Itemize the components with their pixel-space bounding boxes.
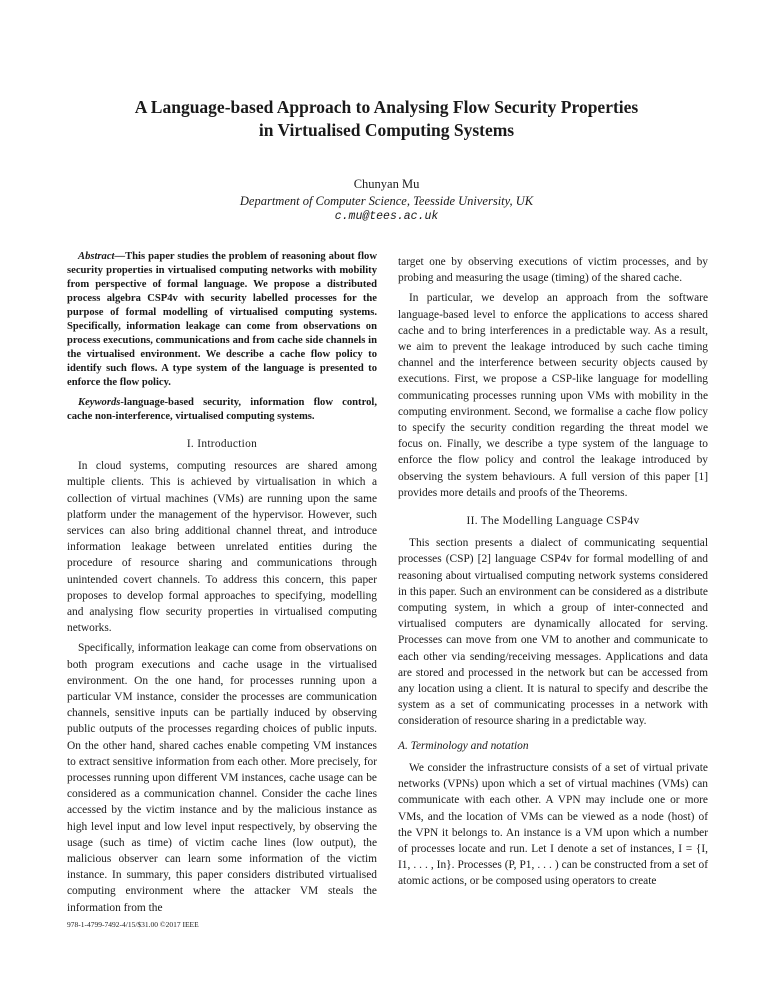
author-block <box>60 176 713 226</box>
keywords-text: -language-based security, information flow control, cache non-interference, virtualised computing systems. <box>67 397 377 422</box>
section-heading-modelling-language: II. The Modelling Language CSP4v <box>466 515 640 528</box>
terminology-paragraph-1: We consider the infrastructure consists of a set of virtual private networks (VPNs) upon which a set of virtual machines (VMs) can communicate with each other. A VPN may include one or more VMs, and the location of VMs can be viewed as a node (host) of the VPN it belongs to. An instance is a VM upon which a number of processes locate and run. Let I denote a set of instances, I = {I, I1, . . . , In}. Processes (P, P1, . . . ) can be constructed from a set of atomic actions, or be composed using operators to create <box>398 761 708 888</box>
intro-paragraph-3: In particular, we develop an approach from the software language-based level to enforce the applications to access shared cache and to bring interferences in a predictable way. As a result, we aim to prevent the leakage introduced by such cache timing channel and the interference between security objects caused by executions. First, we propose a CSP-like language for modelling communicating processes running upon VMs with mobility in the computing environment. Second, we formalise a cache flow policy to specify the security condition regarding the threat model we focus on. Finally, we describe a type system of the language to enforce the flow policy and control the leakage introduced by observing the system behaviours. A full version of this paper [1] provides more details and proofs of the Theorems. <box>398 292 708 499</box>
abstract <box>67 250 377 390</box>
intro-paragraph-1: In cloud systems, computing resources are shared among multiple clients. This is achieved by virtualisation in which a collection of virtual machines (VMs) are running upon the same platform under the management of the hypervisor. However, such services can also bring additional channel threat, and introduce information leakage between unrelated entities during the procedure of resource sharing and communications through unintended covert channels. To address this concern, this paper proposes to develop formal approaches to specifying, modelling and analysing flow security properties in virtualised computing networks. <box>67 460 377 635</box>
author-email: c.mu@tees.ac.uk <box>334 210 439 223</box>
abstract-text: —This paper studies the problem of reasoning about flow security properties in virtualised computing networks with mobility from perspective of formal language. We propose a distributed process algebra CSP4v with security labelled processes for the purpose of formal modelling of virtualised computing systems. Specifically, information leakage can come from observations on process executions, communications and from cache side channels in the virtualised environment. We describe a cache flow policy to identify such flows. A type system of the language is presented to enforce the flow policy. <box>67 251 377 388</box>
title-line-1: A Language-based Approach to Analysing Flow Security Properties <box>134 97 639 117</box>
intro-paragraph-2: Specifically, information leakage can come from observations on both program executions and cache usage in the virtualised environment. On the one hand, for processes running upon a particular VM instance, consider the processes are communication channels, sensitive inputs can be partially induced by observing public outputs of the processes regarding choices of public inputs. On the other hand, shared caches enable competing VM instances to extract sensitive information from each other. More precisely, for processes running upon different VM instances, cache usage can be considered as a communication channel. Consider the cache lines accessed by the victim instance and by the malicious instance as high level input and low level input respectively, by observing the usage (such as time) of victim cache lines (low output), the malicious observer can learn some information of the victim instance. In summary, this paper considers distributed virtualised computing environment where the attacker VM steals the information from the <box>67 642 377 914</box>
modelling-paragraph-1: This section presents a dialect of communicating sequential processes (CSP) [2] language CSP4v for formal modelling of and reasoning about virtualised computing network systems considered in this paper. Such an environment can be considered as a distribute computing system, in which a group of inter-connected and virtualised computers are dynamically allocated for serving. Processes can move from one VM to another and communicate to each other via sending/receiving messages. Applications and data are stored and processed in the network but can be accessed from any location using a client. It is natural to specify and describe the system as a set of communicating processes in a network with consideration of resource sharing in a predictable way. <box>398 537 708 728</box>
left-column <box>67 250 377 920</box>
subsection-heading-terminology: A. Terminology and notation <box>398 739 529 752</box>
author-affiliation: Department of Computer Science, Teesside University, UK <box>239 193 534 208</box>
paper-title <box>60 96 713 142</box>
abstract-label: Abstract <box>78 251 115 262</box>
intro-paragraph-2-continued: target one by observing executions of victim processes, and by probing and measuring the usage (timing) of the shared cache. <box>398 256 708 285</box>
copyright-footer: 978-1-4799-7492-4/15/$31.00 ©2017 IEEE <box>67 920 199 929</box>
keywords-label: Keywords <box>78 397 121 408</box>
title-line-2: in Virtualised Computing Systems <box>258 120 515 140</box>
author-name: Chunyan Mu <box>353 177 420 191</box>
section-heading-introduction: I. Introduction <box>186 438 258 450</box>
right-column <box>398 254 708 894</box>
keywords <box>67 396 377 424</box>
